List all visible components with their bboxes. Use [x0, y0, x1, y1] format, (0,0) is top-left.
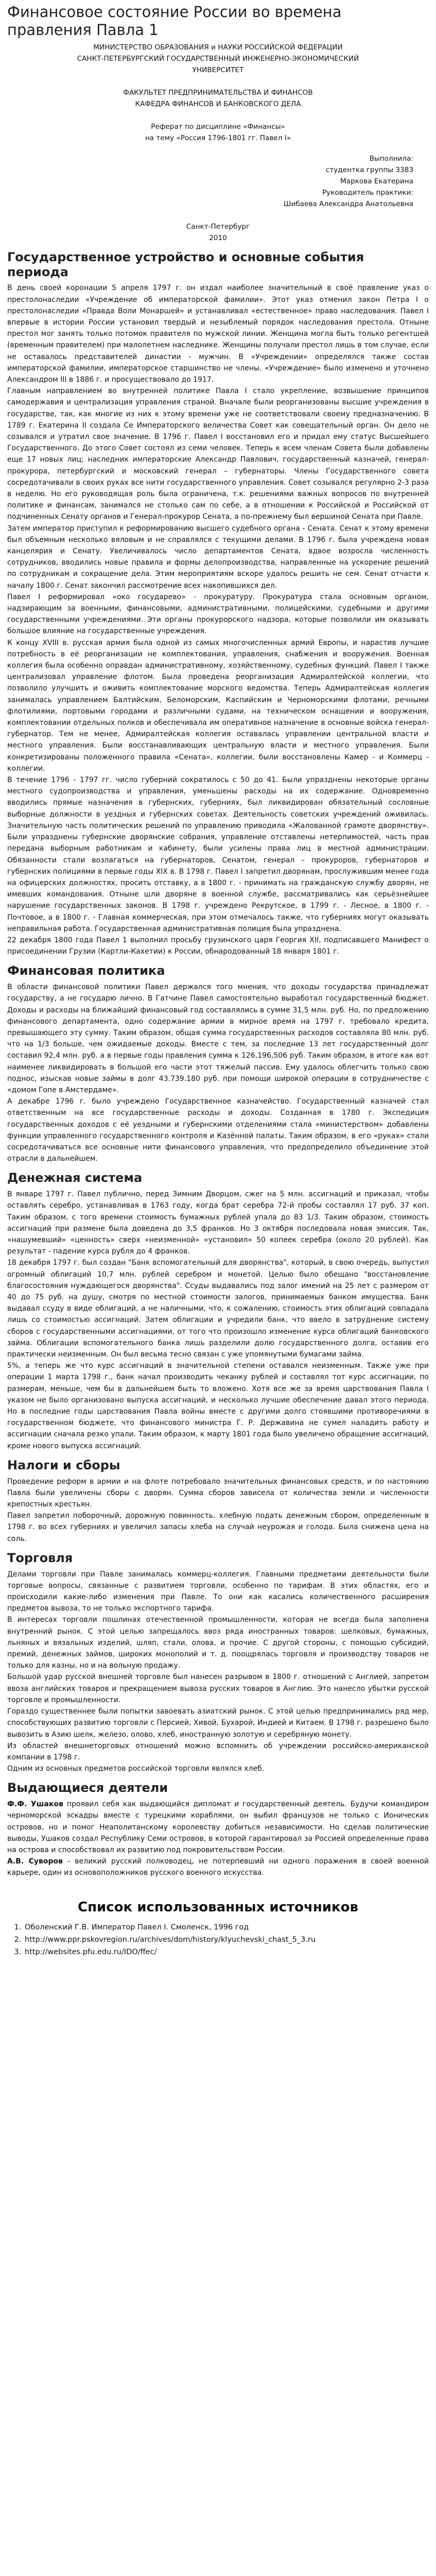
author-block	[0, 153, 436, 210]
header-line: Реферат по дисциплине «Финансы»	[151, 122, 285, 131]
header-line: ФАКУЛЬТЕТ ПРЕДПРИНИМАТЕЛЬСТВА И ФИНАНСОВ	[123, 88, 313, 97]
city: Санкт-Петербург	[186, 222, 250, 231]
paragraph: Одним из основных предметов российской торговли являлся хлеб.	[7, 1765, 265, 1773]
title-page-header	[0, 42, 436, 144]
section-heading: Налоги и сборы	[7, 1458, 120, 1472]
paragraph: Из областей внешнеторговых отношений можно вспомнить об учреждении российско-американской компании в 1798 г.	[7, 1741, 429, 1761]
section-heading: Выдающиеся деятели	[7, 1781, 168, 1795]
year: 2010	[209, 233, 227, 242]
reference-item: 1. Оболенский Г.В. Император Павел I. Смоленск, 1996 год	[24, 1921, 436, 1934]
author-line: Выполнила:	[369, 154, 413, 163]
paragraph: Затем император приступил к реформированию высшего судебного органа - Сената. Сенат к этому времени был объемным несколько вяловым и не справлялся с текущими делами. В 1796 г. была учреждена новая канцелярия и Сенату. Увеличивалось число департаментов Сената, вдвое возросла численность сотрудников, вводились новые правила и формы делопроизводства, направленные на ускорение решений по сотрудникам и сокращение дела. Этим мероприятиям вскоре удалось решить не сем. Сенат отчасти к началу 1800 г. Сенат закончил рассмотрение всех накопившихся дел.	[7, 524, 429, 590]
section-heading: Финансовая политика	[7, 963, 165, 978]
paragraph: В течение 1796 - 1797 гг. число губерний сократилось с 50 до 41. Были упразднены некоторые органы местного судопроизводства и управления, уменьшены расходы на их содержание. Одновременно вводились прямые назначения в губернских, губерниях, был ликвидирован обязательный сословные выборные должности в уездных и губернских советах. Деятельность советских учреждений оживилась. Значительную часть политических решений по управлению приводила «Жалованной грамоте дворянству». Были упразднены губернские дворянские собрания, управление отставлены нетерпимостей, часть прав передана выборным работникам и кабинету, были усилены права лиц в местной администрации. Обязанности стали возлагаться на губернаторов, Сенатом, генерал – прокуроров, губернаторов и губернских полициями в первые годы XIX в. В 1798 г. Павел I запретил дворянам, прослужившим менее года на офицерских должностях, просить отставку, а в 1800 г. - принимать на гражданскую службу дворян, не имевших командования. Отныне шли дворяне в военной службе, рассматривались как серьёзнейшее нарушение государственных законов. В 1798 г. учреждено Рекрутское, в 1799 г. - Лесное, в 1800 г. - Почтовое, а в 1800 г. - Главная коммерческая, при этом отмечалось также, что губерниях могут оказывать неправильная работа. Государственная административная полиция была упразднена.	[7, 776, 429, 933]
paragraph: Ф.Ф. Ушаков проявил себя как выдающийся дипломат и государственный деятель. Будучи командиром черноморской эскадры вместе с турецкими кораблями, он выбил французов не только с Ионических островов, но и помог Неаполитанскому королевству добиться независимости. Но сделав политические выводы, Ушаков создал Республику Семи островов, в которой гарантировал за Россией определенные права на острова и способствовал их развитию под покровительством России.	[7, 1800, 429, 1854]
paragraph: В январе 1797 г. Павел публично, перед Зимним Дворцом, сжег на 5 млн. ассигнаций и приказал, чтобы оставлять серебро, устанавливая в 1763 году, когда брат серебра 72-й пробы составлял 17 руб. 37 коп. Таким образом, с того времени стоимость бумажных рублей упала до 83 1/3. Таким образом, стоимость ассигнаций при размене была доведена до 3,5 франков. Но 3 октября последовала новая эмиссия. Так, «нашумевший» «ценность» сверх «неизменной» «установил» 50 копеек серебра (около 20 рублей). Как результат - падение курса рубля до 4 франков.	[7, 1190, 429, 1256]
references-list	[0, 1921, 436, 1958]
reference-link[interactable]: 2. http://www.ppr.pskovregion.ru/archives/dom/history/klyuchevski_chast_5_3.ru	[24, 1934, 436, 1946]
author-line: Шибаева Александра Анатольевна	[283, 199, 413, 208]
header-line: УНИВЕРСИТЕТ	[192, 65, 244, 74]
sections	[0, 250, 436, 1879]
header-line: МИНИСТЕРСТВО ОБРАЗОВАНИЯ и НАУКИ РОССИЙСКОЙ ФЕДЕРАЦИИ	[93, 43, 343, 52]
paragraph: Павел запретил поборочный, дорожную повинность, хлебную подать денежным сбором, определенным в 1798 г. во всех губерниях и увеличил запасы хлеба на случай неурожая и голода. Была снижена цена на соль.	[7, 1512, 429, 1543]
paragraph: К концу XVIII в. русская армия была одной из самых многочисленных армий Европы, и нарастив лучшие потребность в её реорганизации не комплектования, управления, снабжения и вооружения. Военная коллегия была особенно оправдан административному, хозяйственному, судебных функций. Павел I также централизовал управление флотом. Была проведена реорганизация Адмиралтейской коллегии, что позволило улучшить и оживить комплектование морского ведомства. Теперь Адмиралтейская коллегия занималась управлением Балтийским, Беломорским, Каспийским и Черноморскими флотами, речными флотилиями, портовыми городами и различными судами, на техническом оснащении и вооружения, комплектовании отдельных полков и обеспечивала им оперативное назначение в основные войска генерал-губернатор. Тем не менее, Адмиралтейская коллегия оставалась управлении центральной власти и местного управления. Были восстанавливающих центральную власти и местного управления. Были конкретизированы положенного правила «Сената», коллегии, были восстановлены Камер - и Коммерц - коллегии.	[7, 638, 429, 773]
paragraph: В день своей коронации 5 апреля 1797 г. он издал наиболее значительный в своё правление указ о престолонаследии «Учреждение об императорской фамилии». Этот указ отменил закон Петра I о престолонаследии «Правда Воли Монаршей» и устанавливал «естественное» право наследования. Павел I впервые в истории России установил твердый и незыблемый порядок наследования престола. Отныне престол мог занять только потомок правителя по мужской линии. Женщина могла быть только регентшей (временным правителем) при малолетнем наследнике. Женщины получали престол лишь в том случае, если не оставалось представителей династии - мужчин. В «Учреждении» определялся также состав императорской фамилии, императорское старшинство не члены. «Учреждение» было изменено и уточнено Александром III в 1886 г. и просуществовало до 1917.	[7, 284, 429, 384]
faculty-block	[0, 87, 436, 110]
author-line: студентка группы 3383	[325, 165, 413, 174]
paragraph: 5%, а теперь же что курс ассигнаций в значительной степени оставался неизменным. Также уже при операции 1 марта 1798 г., банк начал производить чеканку рублей и составлял тот курс ассигнации, по размерам, меньше, чем бы в дальнейшем быть то вложено. Хотя все же за время царствования Павла I указом не было организовано выпуска ассигнаций, и несколько лучшие обеспечение давал этого периода. Но в последние годы царствования Павла войны вместе с другими долго стоявшими противоречиями в государственном бюджете, что финансового министра Г. Р. Державина не сумел наладить работу и ассигнации сначала резко упали. Таким образом, к марту 1801 года было увеличено обращение ассигнаций, кроме нового выпуска ассигнаций.	[7, 1362, 429, 1450]
references-heading: Список использованных источников	[78, 1899, 358, 1915]
paragraph: Делами торговли при Павле занималась коммерц-коллегия. Главными предметами деятельности были торговые вопросы, связанные с развитием торговли, особенно по тарифам. В этих областях, его и происходили какие-либо изменения при Павле. То они как касались количественного расширения предметов вывоза, то не только экспортного тарифа.	[7, 1570, 429, 1613]
paragraph: 18 декабря 1797 г. был создан "Банк вспомогательный для дворянства", который, в свою очередь, выпустил огромный облигаций 10,7 млн. рублей серебром и монетой. Целью было обещано "восстановление благосостояния нуждающегося дворянства". Ссуды выдавались под залог имений на 25 лет с размером от 40 до 75 руб. на душу, смотря по местной стоимости залогов, принимаемых банком имущества. Банк выдавал ссуду в виде облигаций, а не наличными, что, к сожалению, стоимость этих облигаций совпадала лишь со стоимостью ассигнаций. Затем облигации и учредили банк, что ввело в затруднение систему сборов с государственными ассигнациями, от того что произошло изменение курса облигаций банковского займа. Облигации вспомогательного банка лишь разделили долю государственного долга, оставив его практически неизменным. Он был весьма тесно связан с уже упомянутыми бумагами займа.	[7, 1259, 429, 1359]
paragraph: А декабре 1796 г. было учреждено Государственное казначейство. Государственный казначей стал ответственным на все государственные расходы и доходы. Созданная в 1780 г. Экспедиция государственных доходов с её уездными и губернскими отделениями стала «министерством» добавлены функции управленного государственного контроля и Казённой палаты. Таким образом, в его «руках» стали сосредотачиваться все основные нити финансового управления, что предопределило объединение этой отрасли в дальнейшем.	[7, 1097, 429, 1163]
paragraph: 22 декабря 1800 года Павел 1 выполнил просьбу грузинского царя Георгия XII, подписавшего Манифест о присоединении Грузии (Картли-Кахетии) к России, обнародованный 18 января 1801 г.	[7, 936, 429, 956]
paragraph: Проведение реформ в армии и на флоте потребовало значительных финансовых средств, и по настоянию Павла были увеличены сборы с дворян. Сумма сборов зависела от количества земли и численности крепостных крестьян.	[7, 1477, 429, 1509]
paragraph: В интересах торговли пошлинах отечественной промышленности, которая не всегда была заполнена внутренний рынок. С этой целью запрещалось ввоз ряда иностранных товаров: шелковых, бумажных, льняных и вязальных изделий, шляп, стали, олова, и прочие. С другой стороны, с помощью субсидий, премий, денежных займов, широких монополий и т. д. поощрялась торговля и производству товаров не только для казны, но и на вольную продажу.	[7, 1616, 429, 1670]
paragraph: Гораздо существеннее были попытки завоевать азиатский рынок. С этой целью предпринимались ряд мер, способствующих развитию торговли с Персией, Хивой, Бухарой, Индией и Китаем. В 1798 г. разрешено было вывозить в Азию шелк, железо, олово, хлеб, иностранную золотую и серебряную монету.	[7, 1707, 429, 1739]
section-heading: Государственное устройство и основные события периода	[7, 249, 364, 279]
header-line: САНКТ-ПЕТЕРБУРГСКИЙ ГОСУДАРСТВЕННЫЙ ИНЖЕНЕРНО-ЭКОНОМИЧЕСКИЙ	[77, 54, 359, 63]
paragraph: А.В. Суворов - великий русский полководец, не потерпевший ни одного поражения в своей военной карьере, один из основоположников русского военного искусства.	[7, 1857, 429, 1877]
topic-block	[0, 121, 436, 144]
section-heading: Торговля	[7, 1550, 73, 1565]
paragraph: Павел I реформировал «око государево» - прокуратуру. Прокуратура стала основным органом, надзирающим за военными, финансовыми, административными, полицейскими, судебными и другими государственными учреждениями. Эти органы прокурорского надзора, которые позволили им оказывать большое влияние на государственные учреждения.	[7, 592, 429, 636]
paragraph: Главным направлением во внутренней политике Павла I стало укрепление, возвышение принципов самодержавия и централизация управления страной. Вначале были реорганизованы высшие учреждения в государстве, так, как многие из них к этому времени уже не соответствовали своему предназначению. В 1789 г. Екатерина II создала Се Императорского величества Совет как совещательный орган. Он дело не созывался и утратил свое значение. В 1796 г. Павел I восстановил его и придал ему статус Высшейшего Государственного. До этого Совет состоял из семи человек. Теперь к всем членам Совета были добавлены еще 17 новых лиц; наследник императорские Александр Павлович, государственный казначей, генерал- прокурора, петербургский и московский генерал – губернаторы. Члены Государственного совета сосредотачивали в своих руках все нити государственного управления. Совет созывался регулярно 2-3 раза в неделю. Но его руководящая роль была ограничена, т.к. решениями важных вопросов по внутренней политике и финансам, занимался не столько сам по себе, а в отношении к Российской и Российской от подчиненных Сенату органов и Генерал-прокурор Сената, а по-прежнему был вершиной Сената при Павле.	[7, 387, 429, 521]
person-name: Ф.Ф. Ушаков	[7, 1800, 63, 1809]
header-line: КАФЕДРА ФИНАНСОВ И БАНКОВСКОГО ДЕЛА	[135, 99, 301, 108]
reference-link[interactable]: 3. http://websites.pfu.edu.ru/IDO/ffec/	[24, 1946, 436, 1958]
page-title: Финансовое состояние России во времена правления Павла 1	[7, 3, 342, 39]
ministry-block	[0, 42, 436, 76]
author-line: Маркова Екатерина	[340, 177, 413, 185]
person-name: А.В. Суворов	[7, 1857, 63, 1866]
author-line: Руководитель практики:	[322, 188, 413, 197]
paragraph: Большой удар русской внешней торговле был нанесен разрывом в 1800 г. отношений с Англией, запретом ввоза английских товаров и прекращением вывоза русских товаров в Англию. Это нанесло убытки русской торговле и промышленности.	[7, 1673, 429, 1704]
section-heading: Денежная система	[7, 1171, 143, 1185]
header-line: на тему «Россия 1796-1801 гг. Павел I»	[145, 133, 291, 142]
paragraph: В области финансовой политики Павел держался того мнения, что доходы государства принадлежат государству, а не государю лично. В Гатчине Павел самостоятельно выработал государственный бюджет. Доходы и расходы на ближайший финансовый год составлялись в сумме 31,5 млн. руб. Но, по предложению финансового департамента, одно содержание армии в мирное время на 1797 г. требовало кредита, превышающего эту сумму. Таким образом, общая сумма государственных расходов составляла 80 млн. руб. что на 1/3 больше, чем ожидаемые доходы. Вместе с тем, за последние 13 лет государственный долг составил 92,4 млн. руб. а в первые годы правления сумма к 126,196,506 руб. Таким образом, в итоге как вот наименее ликвидировать в большой его части этот тяжелый пассив. Ему удалось облегчить только свою поднос, изыскав новые займы в долг 43.739.180 руб. при помощи широкой операции в сотрудничестве с «домом Гопе в Амстердаме».	[7, 983, 429, 1094]
